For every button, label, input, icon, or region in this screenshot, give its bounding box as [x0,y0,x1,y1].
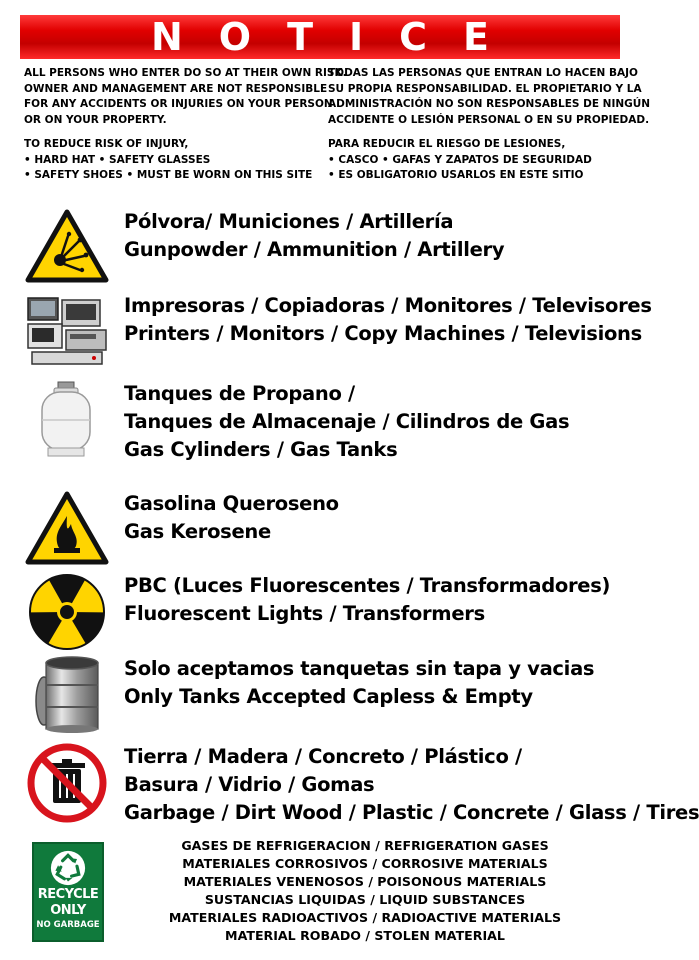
material-line: GASES DE REFRIGERACION / REFRIGERATION GASES [181,838,549,853]
radiation-icon [24,572,110,652]
item-label-en: Fluorescent Lights / Transformers [124,602,485,625]
disclaimer-line: ADMINISTRACIÓN NO SON RESPONSABLES DE NINGÚN [328,98,651,110]
item-label-en: Garbage / Dirt Wood / Plastic / Concrete / Glass / Tires [124,801,699,824]
intro-spanish [328,66,651,193]
item-text [124,655,594,711]
safety-line: • ES OBLIGATORIO USARLOS EN ESTE SITIO [328,169,584,181]
item-label-es: Impresoras / Copiadoras / Monitores / Televisores [124,294,652,317]
item-label-en: Gunpowder / Ammunition / Artillery [124,238,505,261]
no-trash-icon [24,743,110,823]
disclaimer-line: SU PROPIA RESPONSABILIDAD. EL PROPIETARIO Y LA [328,82,642,95]
disclaimer-line: ACCIDENTE O LESIÓN PERSONAL O EN SU PROPIEDAD. [328,113,650,126]
intro-english [24,66,347,193]
item-label-es: Tierra / Madera / Concreto / Plástico / [124,745,522,768]
material-line: MATERIAL ROBADO / STOLEN MATERIAL [225,928,505,943]
disclaimer-line: OR ON YOUR PROPERTY. [24,113,167,126]
material-line: SUSTANCIAS LIQUIDAS / LIQUID SUBSTANCES [204,892,526,907]
recycle-label: RECYCLE [37,887,99,902]
disclaimer-line: ALL PERSONS WHO ENTER DO SO AT THEIR OWN RISK. [24,67,347,79]
risk-disclaimer-en [24,66,347,128]
recycle-only-sign [32,842,104,942]
item-text [124,292,652,348]
item-label-es: Gasolina Queroseno [124,492,339,515]
safety-line: • HARD HAT • SAFETY GLASSES [24,153,211,166]
disclaimer-line: FOR ANY ACCIDENTS OR INJURIES ON YOUR PERSON [24,98,333,110]
item-label-es: PBC (Luces Fluorescentes / Transformadores) [124,574,611,597]
disclaimer-line: TODAS LAS PERSONAS QUE ENTRAN LO HACEN BAJO [328,67,638,79]
explosive-warning-icon [24,208,110,288]
item-label-es: Tanques de Propano / [124,382,355,405]
material-line: MATERIALES VENENOSOS / POISONOUS MATERIALS [183,874,547,889]
item-label-es: Tanques de Almacenaje / Cilindros de Gas [124,410,570,433]
prohibited-item-gas-tanks [24,380,624,460]
item-label-en: Gas Kerosene [124,520,271,543]
prohibited-item-gasoline [24,490,624,570]
item-text [124,490,339,546]
electronics-icon [24,292,110,372]
item-text [124,572,610,628]
no-garbage-label: NO GARBAGE [36,920,100,930]
item-text [124,380,569,464]
prohibited-item-fluorescent-lights [24,572,624,652]
recycle-icon [50,850,86,886]
accepted-item-tanks [24,655,624,735]
item-text [124,743,699,827]
item-label-en: Gas Cylinders / Gas Tanks [124,438,398,461]
flammable-warning-icon [24,490,110,570]
notice-banner [20,15,620,59]
item-label-en: Only Tanks Accepted Capless & Empty [124,685,533,708]
disclaimer-line: OWNER AND MANAGEMENT ARE NOT RESPONSIBLE [24,82,328,95]
notice-title: NOTICE [150,15,525,59]
item-label-es: Solo aceptamos tanquetas sin tapa y vacias [124,657,595,680]
metal-drum-icon [24,655,110,735]
only-label: ONLY [50,903,86,918]
safety-requirements-es [328,137,628,184]
safety-line: • SAFETY SHOES • MUST BE WORN ON THIS SITE [24,169,313,181]
safety-requirements-en [24,137,324,184]
safety-line: TO REDUCE RISK OF INJURY, [24,138,189,150]
prohibited-item-garbage [24,743,699,824]
item-label-en: Printers / Monitors / Copy Machines / Televisions [124,322,642,345]
material-line: MATERIALES CORROSIVOS / CORROSIVE MATERIALS [182,856,548,871]
material-line: MATERIALES RADIOACTIVOS / RADIOACTIVE MATERIALS [168,910,562,925]
prohibited-item-gunpowder [24,208,624,288]
prohibited-materials-list [135,837,595,945]
item-label-es: Pólvora/ Municiones / Artillería [124,210,454,233]
item-label-es: Basura / Vidrio / Gomas [124,773,375,796]
propane-tank-icon [24,380,110,460]
safety-line: PARA REDUCIR EL RIESGO DE LESIONES, [328,138,566,150]
risk-disclaimer-es [328,66,651,128]
safety-line: • CASCO • GAFAS Y ZAPATOS DE SEGURIDAD [328,153,592,166]
item-text [124,208,504,264]
prohibited-item-electronics [24,292,652,372]
